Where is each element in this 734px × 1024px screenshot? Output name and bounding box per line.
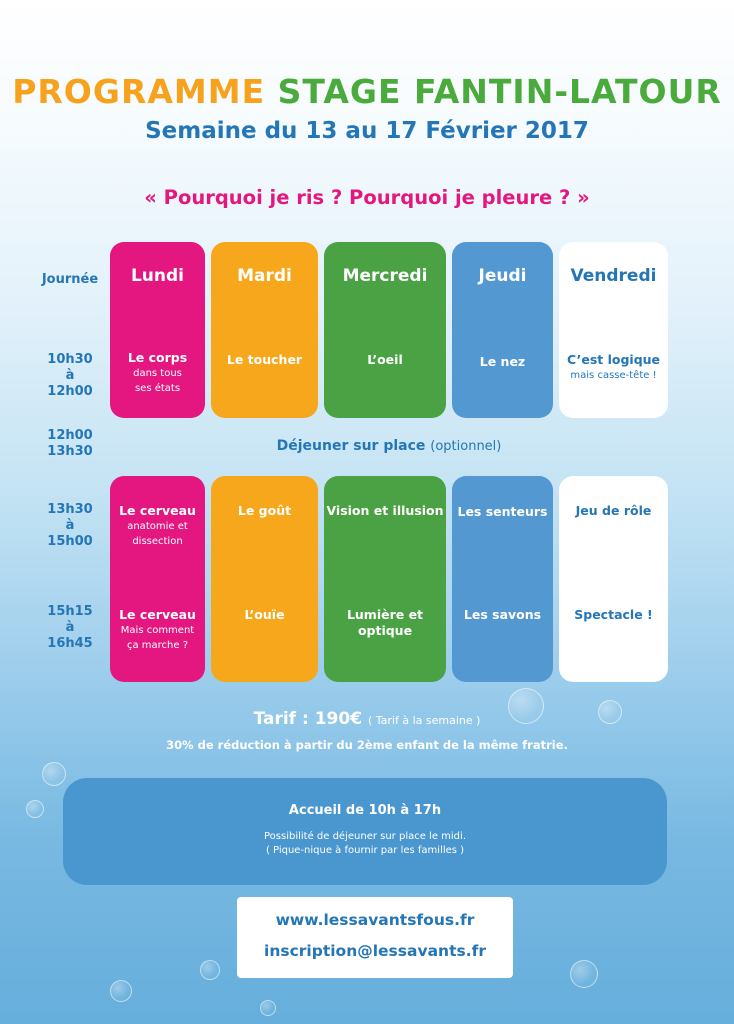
activity-subtitle: dans tous ses états [133, 368, 182, 394]
lunch-optional-note: (optionnel) [430, 439, 502, 454]
accueil-box [63, 778, 667, 885]
activity-title: Le cerveau [119, 607, 196, 622]
activity-title: Jeu de rôle [575, 503, 652, 518]
day-name: Mercredi [342, 266, 428, 286]
journee-label: Journée [41, 272, 99, 287]
theme-quote: « Pourquoi je ris ? Pourquoi je pleure ? » [144, 186, 590, 209]
activity-title: Spectacle ! [574, 607, 653, 622]
decorative-bubble [26, 800, 44, 818]
time-label-afternoon-1 [30, 502, 110, 550]
day-name: Jeudi [478, 266, 527, 286]
time-start: 10h30 [47, 352, 93, 367]
time-sep: à [65, 620, 75, 635]
column-lundi-afternoon [110, 476, 205, 682]
column-vendredi-afternoon [559, 476, 668, 682]
activity-title: Lumière et optique [346, 607, 424, 638]
column-mardi-afternoon [211, 476, 318, 682]
time-start: 13h30 [47, 502, 93, 517]
activity-title: Le toucher [226, 352, 303, 367]
tarif-label: Tarif : 190€ [253, 709, 363, 729]
time-start: 12h00 [47, 428, 93, 443]
activity-subtitle: mais casse-tête ! [570, 370, 657, 381]
contact-box [237, 897, 513, 978]
time-end: 16h45 [47, 636, 93, 651]
time-end: 13h30 [47, 444, 93, 459]
decorative-bubble [42, 762, 66, 786]
page-title [0, 72, 734, 112]
column-jeudi-morning [452, 242, 553, 418]
title-word-stage: STAGE FANTIN-LATOUR [277, 72, 722, 111]
column-mercredi-afternoon [324, 476, 446, 682]
activity-title: C’est logique [566, 352, 661, 367]
activity-subtitle: anatomie et dissection [127, 521, 188, 547]
activity-subtitle: Mais comment ça marche ? [120, 625, 195, 651]
time-sep: à [65, 368, 75, 383]
accueil-line-2: ( Pique-nique à fournir par les familles ) [265, 845, 465, 856]
time-start: 15h15 [47, 604, 93, 619]
time-label-afternoon-2 [30, 604, 110, 652]
activity-title: Les senteurs [457, 504, 548, 519]
time-sep: à [65, 518, 75, 533]
activity-title: Le goût [237, 503, 292, 518]
activity-title: Le nez [479, 354, 526, 369]
lunch-row [110, 438, 668, 454]
activity-title: L’oeil [367, 352, 403, 367]
time-end: 15h00 [47, 534, 93, 549]
tarif-line [0, 709, 734, 729]
page-subtitle: Semaine du 13 au 17 Février 2017 [145, 118, 589, 144]
decorative-bubble [260, 1000, 276, 1016]
column-mardi-morning [211, 242, 318, 418]
activity-title: L’ouïe [244, 607, 285, 622]
column-vendredi-morning [559, 242, 668, 418]
activity-title: Les savons [463, 607, 542, 622]
accueil-title: Accueil de 10h à 17h [288, 803, 442, 818]
decorative-bubble [200, 960, 220, 980]
reduction-note: 30% de réduction à partir du 2ème enfant de la même fratrie. [166, 738, 568, 752]
activity-title: Le cerveau [119, 503, 196, 518]
column-lundi-morning [110, 242, 205, 418]
column-mercredi-morning [324, 242, 446, 418]
website-link[interactable]: www.lessavantsfous.fr [275, 911, 475, 929]
title-word-programme: PROGRAMME [12, 72, 266, 111]
time-label-lunch [30, 428, 110, 460]
tarif-note: ( Tarif à la semaine ) [367, 714, 481, 727]
day-name: Mardi [237, 266, 292, 286]
day-name: Vendredi [570, 266, 657, 286]
column-jeudi-afternoon [452, 476, 553, 682]
decorative-bubble [110, 980, 132, 1002]
lunch-label: Déjeuner sur place [276, 438, 426, 454]
activity-title: Le corps [127, 350, 188, 365]
activity-title: Vision et illusion [326, 503, 444, 518]
day-name: Lundi [130, 266, 185, 286]
time-end: 12h00 [47, 384, 93, 399]
decorative-bubble [570, 960, 598, 988]
time-label-morning [30, 352, 110, 400]
email-link[interactable]: inscription@lessavants.fr [264, 942, 486, 960]
accueil-line-1: Possibilité de déjeuner sur place le midi. [263, 831, 466, 842]
